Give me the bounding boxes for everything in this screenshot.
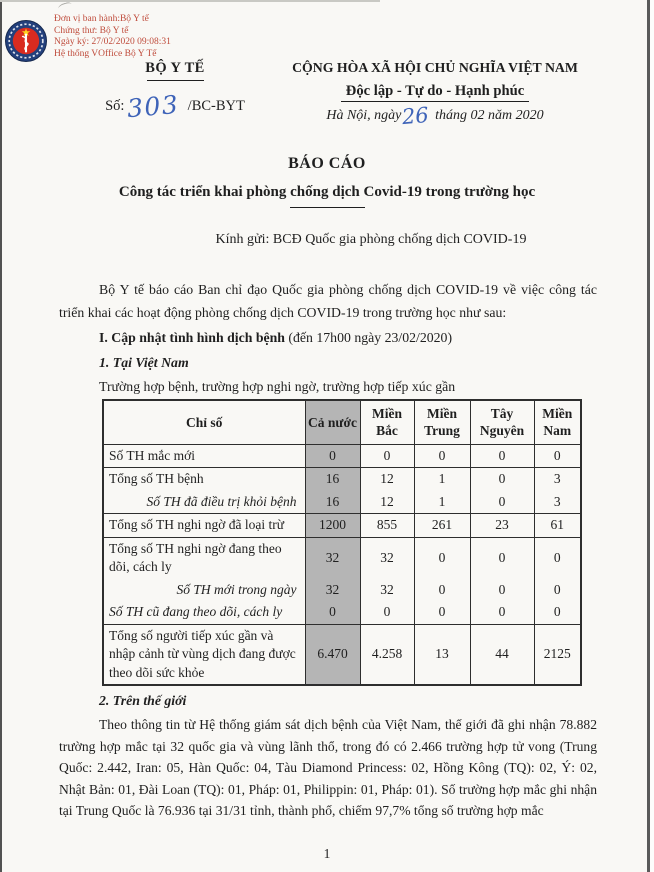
row-label: Số TH đã điều trị khỏi bệnh <box>103 491 305 514</box>
row-label: Tổng số TH nghi ngờ đã loại trừ <box>103 514 305 538</box>
cell-value: 32 <box>360 537 414 579</box>
signature-info <box>54 13 171 62</box>
table-row <box>103 514 581 538</box>
table-caption: Trường hợp bệnh, trường hợp nghi ngờ, trường hợp tiếp xúc gần <box>99 379 456 394</box>
national-title: CỘNG HÒA XÃ HỘI CHỦ NGHĨA VIỆT NAM <box>292 60 578 75</box>
cell-value: 0 <box>414 444 470 468</box>
section-1-title: I. Cập nhật tình hình dịch bệnh <box>99 330 285 345</box>
doc-number-suffix: /BC-BYT <box>187 98 245 114</box>
place-date-line <box>270 102 600 130</box>
section-1-heading <box>59 326 597 349</box>
column-header: Tây Nguyên <box>470 400 534 444</box>
cell-value: 16 <box>305 491 360 514</box>
scan-margin-right <box>650 0 654 872</box>
cell-value: 16 <box>305 468 360 491</box>
subsection-world-heading: 2. Trên thế giới <box>99 693 187 708</box>
subsection-vietnam-heading: 1. Tại Việt Nam <box>99 355 189 370</box>
cell-value: 1 <box>414 491 470 514</box>
handwritten-doc-number: 303 <box>126 89 181 124</box>
cell-value: 0 <box>414 537 470 579</box>
row-label: Tổng số người tiếp xúc gần và nhập cảnh từ vùng dịch đang được theo dõi sức khỏe <box>103 624 305 685</box>
table-row <box>103 537 581 579</box>
table-header-row <box>103 400 581 444</box>
cell-value: 12 <box>360 491 414 514</box>
cell-value: 0 <box>360 601 414 624</box>
cell-value: 32 <box>360 579 414 602</box>
cell-value: 0 <box>470 444 534 468</box>
cell-value: 0 <box>534 444 581 468</box>
section-1-timestamp: (đến 17h00 ngày 23/02/2020) <box>284 330 453 345</box>
stamp-system-line: Hệ thống VOffice Bộ Y Tế <box>54 48 157 59</box>
cell-value: 0 <box>414 601 470 624</box>
cell-value: 1200 <box>305 514 360 538</box>
cell-value: 12 <box>360 468 414 491</box>
cell-value: 3 <box>534 468 581 491</box>
cell-value: 0 <box>305 601 360 624</box>
cell-value: 44 <box>470 624 534 685</box>
cell-value: 855 <box>360 514 414 538</box>
report-title: Công tác triển khai phòng chống dịch Covid-19 trong trường học <box>118 184 536 200</box>
cell-value: 0 <box>470 537 534 579</box>
table-row <box>103 491 581 514</box>
cell-value: 0 <box>414 579 470 602</box>
pen-scan-mark <box>57 1 72 11</box>
cell-value: 32 <box>305 579 360 602</box>
cell-value: 3 <box>534 491 581 514</box>
cell-value: 0 <box>470 468 534 491</box>
column-header: Cả nước <box>305 400 360 444</box>
cell-value: 32 <box>305 537 360 579</box>
cell-value: 0 <box>360 444 414 468</box>
national-motto: Độc lập - Tự do - Hạnh phúc <box>341 83 529 102</box>
cell-value: 0 <box>534 537 581 579</box>
column-header: Chỉ số <box>103 400 305 444</box>
table-row <box>103 468 581 491</box>
table-row <box>103 624 581 685</box>
cell-value: 0 <box>534 579 581 602</box>
scan-edge-top <box>0 0 380 2</box>
place-date-suffix: tháng 02 năm 2020 <box>435 108 544 123</box>
place-date-prefix: Hà Nội, ngày <box>326 108 402 123</box>
org-name: BỘ Y TẾ <box>145 60 205 76</box>
table-row <box>103 444 581 468</box>
stamp-signdate-line: Ngày ký: 27/02/2020 09:08:31 <box>54 37 171 47</box>
digital-signature-stamp <box>5 13 171 62</box>
national-header-block <box>270 60 600 130</box>
row-label: Tổng số TH nghi ngờ đang theo dõi, cách ly <box>103 537 305 579</box>
scan-edge-left <box>0 0 2 872</box>
ministry-of-health-seal-icon <box>5 20 47 62</box>
table-row <box>103 601 581 624</box>
cell-value: 0 <box>470 491 534 514</box>
column-header: Miền Bắc <box>360 400 414 444</box>
document-body <box>59 278 597 822</box>
document-title-block <box>0 155 654 248</box>
org-underline <box>147 80 204 81</box>
cell-value: 2125 <box>534 624 581 685</box>
report-kind: BÁO CÁO <box>288 155 366 172</box>
table-row <box>103 579 581 602</box>
cell-value: 13 <box>414 624 470 685</box>
cell-value: 6.470 <box>305 624 360 685</box>
cell-value: 61 <box>534 514 581 538</box>
document-number-line <box>75 89 275 124</box>
row-label: Số TH cũ đang theo dõi, cách ly <box>103 601 305 624</box>
recipient-line: Kính gửi: BCĐ Quốc gia phòng chống dịch COVID-19 <box>215 232 527 247</box>
column-header: Miền Nam <box>534 400 581 444</box>
issuing-org-block <box>75 60 275 124</box>
column-header: Miền Trung <box>414 400 470 444</box>
stamp-issuer-line: Đơn vị ban hành:Bộ Y tế <box>54 14 149 24</box>
stamp-cert-line: Chứng thư: Bộ Y tế <box>54 25 129 36</box>
cell-value: 261 <box>414 514 470 538</box>
page-number: 1 <box>323 846 331 861</box>
row-label: Tổng số TH bệnh <box>103 468 305 491</box>
cell-value: 23 <box>470 514 534 538</box>
cell-value: 0 <box>534 601 581 624</box>
title-underline <box>290 207 365 208</box>
cell-value: 0 <box>305 444 360 468</box>
row-label: Số TH mắc mới <box>103 444 305 468</box>
cell-value: 4.258 <box>360 624 414 685</box>
cell-value: 0 <box>470 601 534 624</box>
doc-number-prefix: Số: <box>105 98 125 114</box>
row-label: Số TH mới trong ngày <box>103 579 305 602</box>
cell-value: 0 <box>470 579 534 602</box>
intro-paragraph: Bộ Y tế báo cáo Ban chỉ đạo Quốc gia phòng chống dịch COVID-19 về việc công tác triển khai các hoạt động phòng chống dịch COVID-19 trong trường học như sau: <box>59 282 597 320</box>
world-paragraph: Theo thông tin từ Hệ thống giám sát dịch bệnh của Việt Nam, thế giới đã ghi nhận 78.882 trường hợp mắc tại 32 quốc gia và vùng lãnh thổ, trong đó có 2.466 trường hợp tử vong (Trung Quốc: 2.442, Iran: 05, Hàn Quốc: 04, Tàu Diamond Princess: 02, Hồng Kông (TQ): 02, Ý: 02, Nhật Bản: 01, Đài Loan (TQ): 01, Pháp: 01, Philippin: 01, Pháp: 01). Số trường hợp mắc ghi nhận tại Trung Quốc là 76.936 tại 31/31 tỉnh, thành phố, chiếm 97,7% tổng số trường hợp mắc <box>59 717 597 818</box>
cell-value: 1 <box>414 468 470 491</box>
handwritten-day: 26 <box>401 102 431 130</box>
covid-stats-table <box>102 399 582 686</box>
